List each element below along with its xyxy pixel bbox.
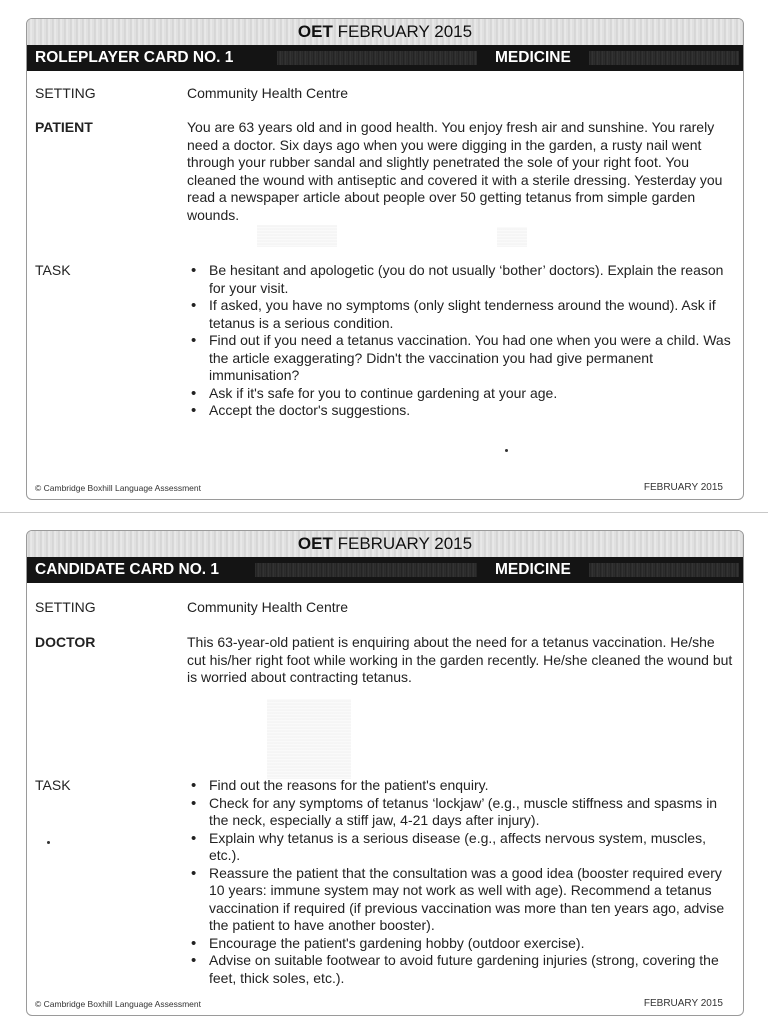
setting-value: Community Health Centre — [187, 85, 349, 101]
task-list-container — [187, 777, 733, 987]
scan-noise — [255, 563, 477, 577]
card-title: CANDIDATE CARD NO. 1 — [35, 561, 219, 578]
scan-noise — [589, 51, 739, 65]
setting-label: SETTING — [35, 599, 96, 615]
task-item: • Reassure the patient that the consultation was a good idea (booster required every 10 years: immune system may not work as well with age). Recommend a tetanus vaccination if required (if previous vaccination was more than ten years ago, advise the patient to have another booster). — [187, 865, 733, 935]
role-description: You are 63 years old and in good health. You enjoy fresh air and sunshine. You rarely need a doctor. Six days ago when you were digging in the garden, a rusty nail went through your rubber sandal and slightly penetrated the sole of your right foot. You cleaned the wound with antiseptic and covered it with a sterile dressing. Yesterday you read a newspaper article about people over 50 getting tetanus from simple garden wounds. — [187, 119, 723, 223]
scan-noise — [589, 563, 739, 577]
specialty-label: MEDICINE — [495, 561, 571, 578]
exam-title — [27, 19, 743, 45]
card-header-bar — [27, 45, 743, 71]
exam-name: OET — [297, 22, 333, 41]
scan-speck — [47, 841, 50, 844]
task-item: • Check for any symptoms of tetanus ‘lockjaw’ (e.g., muscle stiffness and spasms in the neck, especially a stiff jaw, 4-21 days after injury). — [187, 795, 733, 830]
exam-name: OET — [297, 534, 333, 553]
setting-label: SETTING — [35, 85, 96, 101]
task-item: • Encourage the patient's gardening hobby (outdoor exercise). — [187, 935, 733, 953]
exam-date: FEBRUARY 2015 — [337, 534, 473, 553]
task-item: • Be hesitant and apologetic (you do not usually ‘bother’ doctors). Explain the reason for your visit. — [187, 262, 733, 297]
roleplayer-card — [26, 18, 744, 500]
role-label: DOCTOR — [35, 634, 96, 650]
scan-speck — [505, 449, 508, 452]
page-cut-line — [0, 512, 768, 513]
card-title: ROLEPLAYER CARD NO. 1 — [35, 49, 234, 66]
exam-title — [27, 531, 743, 557]
scan-artifact — [257, 225, 337, 247]
task-item: • Advise on suitable footwear to avoid future gardening injuries (strong, covering the feet, thick soles, etc.). — [187, 952, 733, 987]
task-item: • Find out the reasons for the patient's enquiry. — [187, 777, 733, 795]
task-item: • Ask if it's safe for you to continue gardening at your age. — [187, 385, 733, 403]
candidate-card — [26, 530, 744, 1016]
setting-value: Community Health Centre — [187, 599, 349, 615]
date-footer: FEBRUARY 2015 — [643, 998, 723, 1009]
task-item: • Find out if you need a tetanus vaccination. You had one when you were a child. Was the article exaggerating? Didn't the vaccination you had give permanent immunisation? — [187, 332, 733, 385]
task-item: • Accept the doctor's suggestions. — [187, 402, 733, 420]
specialty-label: MEDICINE — [495, 49, 571, 66]
card-header-bar — [27, 557, 743, 583]
task-label: TASK — [35, 262, 71, 278]
task-list — [187, 777, 733, 987]
task-list-container — [187, 262, 733, 420]
task-item: • If asked, you have no symptoms (only slight tenderness around the wound). Ask if tetanus is a serious condition. — [187, 297, 733, 332]
role-label: PATIENT — [35, 119, 93, 135]
date-footer: FEBRUARY 2015 — [643, 482, 723, 493]
copyright-footer: © Cambridge Boxhill Language Assessment — [35, 483, 201, 493]
scan-noise — [277, 51, 477, 65]
task-item: • Explain why tetanus is a serious disease (e.g., affects nervous system, muscles, etc.). — [187, 830, 733, 865]
exam-date: FEBRUARY 2015 — [337, 22, 473, 41]
copyright-footer: © Cambridge Boxhill Language Assessment — [35, 999, 201, 1009]
scan-artifact — [267, 699, 351, 779]
role-description: This 63-year-old patient is enquiring about the need for a tetanus vaccination. He/she cut his/her right foot while working in the garden recently. He/she cleaned the wound but is worried about contracting tetanus. — [187, 634, 733, 685]
scan-artifact — [497, 227, 527, 247]
task-label: TASK — [35, 777, 71, 793]
task-list — [187, 262, 733, 420]
